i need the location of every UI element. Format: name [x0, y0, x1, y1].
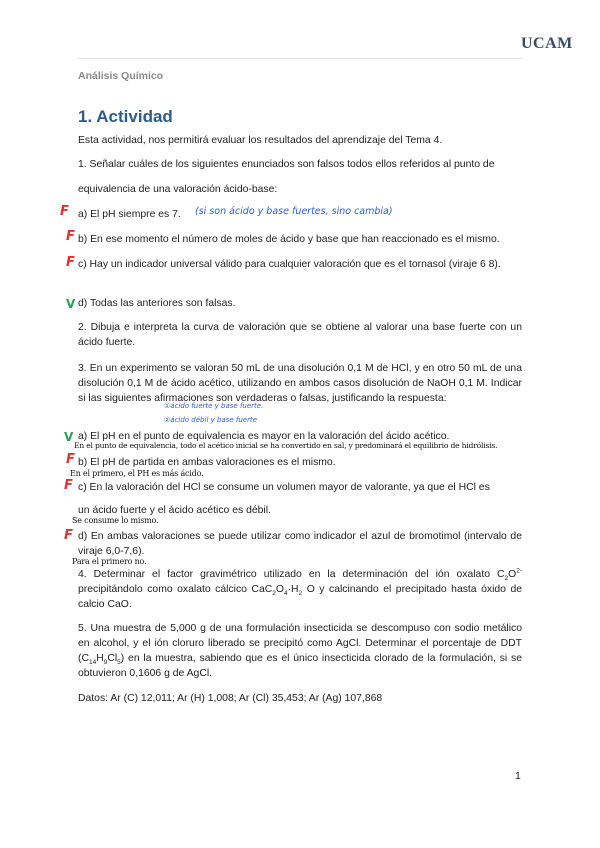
q5-text: 5. Una muestra de 5,000 g de una formulación insecticida se descompuso con sodio metálico en alcohol, y el ión cloruro liberado se precipitó como AgCl. Determinar el porcentaje de DDT $(C_{14}H_9Cl_5)$ en la muestra, sabiendo que es el único insecticida clorado de la formulación, si se obtuvieron 0,1606 g de AgCl. [78, 623, 522, 679]
q3b-handwritten-answer: En el primero, el PH es más ácido. [70, 469, 204, 478]
q3-option-b: b) El pH de partida en ambas valoraciones es el mismo. [78, 457, 336, 468]
q1-option-a: a) El pH siempre es 7. [78, 209, 181, 220]
datos-line: Datos: Ar (C) 12,011; Ar (H) 1,008; Ar (Cl) 35,453; Ar (Ag) 107,868 [78, 693, 383, 704]
q3d-handwritten-answer: Para el primero no. [72, 557, 147, 566]
q3-handwritten-note-2: ②ácido débil y base fuerte [164, 416, 258, 424]
q3a-handwritten-answer: En el punto de equivalencia, todo el acético inicial se ha convertido en sal, y predominará el equilibrio de hidrólisis. [74, 441, 498, 450]
q3-option-d: d) En ambas valoraciones se puede utilizar como indicador el azul de bromotimol (intervalo de viraje 6,0-7,6). [78, 531, 522, 557]
q3-stem: 3. En un experimento se valoran 50 mL de una disolución 0,1 M de HCl, y en otro 50 mL de una disolución 0,1 M de ácido acético, utilizando en ambos casos disolución de NaOH 0,1 M. Indicar si las siguientes afirmaciones son verdaderas o falsas, justificando la respuesta: [78, 363, 522, 404]
q3-option-c-line2: un ácido fuerte y el ácido acético es débil. [78, 505, 271, 516]
page-title: 1. Actividad [78, 107, 173, 126]
q3-option-c-line1: c) En la valoración del HCl se consume un volumen mayor de valorante, ya que el HCl es [78, 482, 490, 493]
ucam-logo: UCAM [521, 35, 573, 52]
q3-option-a: a) El pH en el punto de equivalencia es mayor en la valoración del ácido acético. [78, 431, 450, 442]
q4-text: 4. Determinar el factor gravimétrico utilizado en la determinación del ión oxalato $C_2O^{2-}$ precipitándolo como oxalato cálcico $CaC_2O_4\cdot H_2$ O y calcinando el precipitado hasta óxido de calcio CaO. [78, 567, 523, 610]
mark-true-q3a: V [64, 430, 74, 444]
q1a-handwritten-note: (si son ácido y base fuertes, sino cambia) [195, 206, 393, 217]
intro-text: Esta actividad, nos permitirá evaluar los resultados del aprendizaje del Tema 4. [78, 135, 443, 146]
mark-true-q1d: V [66, 297, 76, 311]
mark-false-q1a: F [60, 204, 69, 219]
q1-stem-line1: 1. Señalar cuáles de los siguientes enunciados son falsos todos ellos referidos al punto de [78, 159, 495, 170]
q1-option-d: d) Todas las anteriores son falsas. [78, 298, 236, 309]
mark-false-q3d: F [64, 528, 73, 543]
q1-stem-line2: equivalencia de una valoración ácido-base: [78, 184, 278, 195]
q3c-handwritten-answer: Se consume lo mismo. [72, 516, 159, 525]
mark-false-q3c: F [64, 478, 73, 493]
q1-option-c: c) Hay un indicador universal válido para cualquier valoración que es el tornasol (viraje 6 8). [78, 259, 501, 270]
page-number: 1 [515, 770, 521, 782]
course-header: Análisis Químico [78, 70, 164, 82]
mark-false-q3b: F [66, 452, 75, 467]
q3-handwritten-note-1: ①ácido fuerte y base fuerte. [164, 402, 264, 410]
q2-text: 2. Dibuja e interpreta la curva de valoración que se obtiene al valorar una base fuerte con un ácido fuerte. [78, 322, 522, 348]
header-divider [78, 58, 522, 59]
mark-false-q1b: F [66, 229, 75, 244]
mark-false-q1c: F [66, 255, 75, 270]
q1-option-b: b) En ese momento el número de moles de ácido y base que han reaccionado es el mismo. [78, 234, 500, 245]
